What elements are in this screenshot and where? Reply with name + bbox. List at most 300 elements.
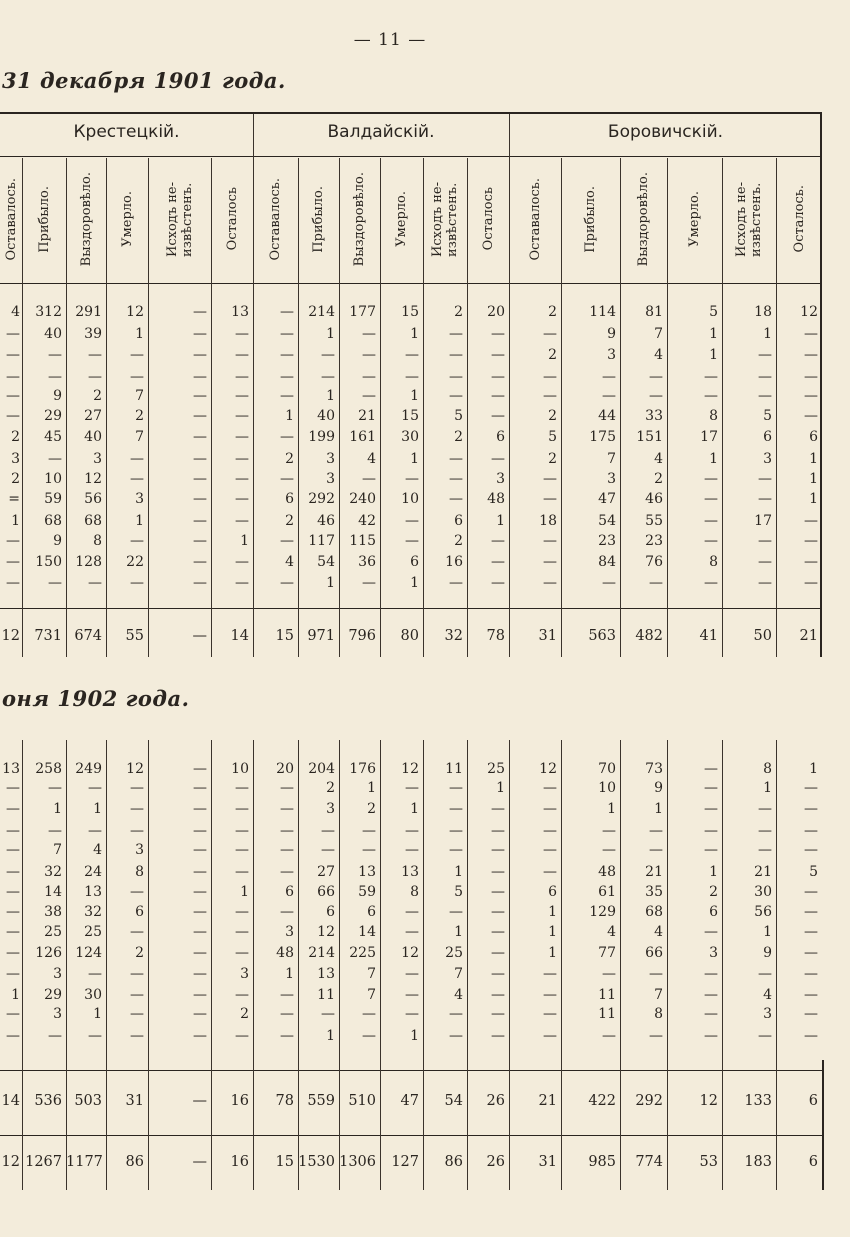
table-cell: 1530: [298, 1154, 335, 1170]
table-cell: 27: [84, 408, 102, 424]
table-cell: —: [6, 369, 20, 385]
table-cell: —: [235, 451, 249, 467]
table-cell: 18: [754, 304, 772, 320]
table-cell: 8: [709, 554, 718, 570]
table-cell: 117: [308, 533, 335, 549]
table-row: [0, 386, 822, 407]
table-cell: 1: [763, 780, 772, 796]
table-cell: 68: [84, 513, 102, 529]
table-cell: 128: [75, 554, 102, 570]
table-row: [0, 902, 822, 923]
table-cell: 61: [598, 884, 616, 900]
table-cell: —: [235, 987, 249, 1003]
table-row: [0, 531, 822, 552]
table-cell: 1267: [25, 1154, 62, 1170]
table-cell: —: [193, 408, 207, 424]
table-cell: 31: [538, 1154, 557, 1170]
table-cell: 1: [763, 924, 772, 940]
table-cell: —: [649, 823, 663, 839]
column-header: [0, 158, 22, 280]
table-cell: —: [405, 987, 419, 1003]
table-cell: —: [6, 326, 20, 342]
column-header: [776, 158, 822, 280]
table-cell: 8: [410, 884, 419, 900]
table-cell: —: [193, 575, 207, 591]
table-cell: —: [543, 1006, 557, 1022]
table-cell: —: [6, 945, 20, 961]
column-header: [467, 158, 509, 280]
table-cell: —: [362, 471, 376, 487]
table-cell: 31: [538, 628, 557, 644]
table-row: [0, 799, 822, 820]
table-cell: 2: [135, 945, 144, 961]
table-cell: —: [543, 326, 557, 342]
table-cell: 66: [317, 884, 335, 900]
table-cell: 3: [607, 347, 616, 363]
table-cell: —: [405, 780, 419, 796]
group-header-rule: [0, 156, 822, 157]
table-cell: 2: [454, 429, 463, 445]
table-cell: —: [758, 842, 772, 858]
table-cell: 11: [598, 987, 616, 1003]
table-cell: 17: [754, 513, 772, 529]
table-cell: —: [6, 966, 20, 982]
table-cell: 77: [598, 945, 616, 961]
table-cell: 14: [44, 884, 62, 900]
table-cell: —: [704, 801, 718, 817]
column-header-label: Выздоровѣло.: [352, 171, 367, 267]
column-header: [380, 158, 423, 280]
table-cell: 4: [654, 924, 663, 940]
table-cell: —: [804, 884, 818, 900]
table-cell: 70: [598, 761, 616, 777]
table-cell: 1: [709, 347, 718, 363]
table-cell: 12: [84, 471, 102, 487]
table-cell: 32: [444, 628, 463, 644]
table-cell: —: [758, 369, 772, 385]
table-cell: 1: [326, 326, 335, 342]
table-cell: —: [449, 326, 463, 342]
table-cell: —: [804, 326, 818, 342]
table-cell: 54: [444, 1093, 463, 1109]
table-cell: —: [280, 1028, 294, 1044]
table-cell: 25: [84, 924, 102, 940]
table-cell: —: [602, 823, 616, 839]
table-cell: 126: [35, 945, 62, 961]
table-cell: —: [193, 369, 207, 385]
table-cell: 54: [598, 513, 616, 529]
table-cell: —: [491, 924, 505, 940]
table-cell: 127: [391, 1154, 419, 1170]
table-cell: 6: [763, 429, 772, 445]
table-cell: 3: [326, 801, 335, 817]
table-cell: 31: [125, 1093, 144, 1109]
table-cell: —: [362, 347, 376, 363]
table-cell: —: [193, 471, 207, 487]
table-cell: —: [491, 326, 505, 342]
table-cell: 1: [709, 326, 718, 342]
table-cell: —: [704, 388, 718, 404]
table-row: [0, 778, 822, 799]
table-cell: 2: [548, 304, 557, 320]
page-number: — 11 —: [353, 30, 427, 50]
table-cell: 129: [589, 904, 616, 920]
table-cell: 76: [645, 554, 663, 570]
table-cell: —: [280, 780, 294, 796]
table-cell: —: [280, 471, 294, 487]
table-cell: —: [405, 823, 419, 839]
table-cell: —: [491, 533, 505, 549]
table-cell: 78: [486, 628, 505, 644]
table-cell: 13: [231, 304, 249, 320]
table-cell: —: [280, 987, 294, 1003]
table-cell: 1: [709, 864, 718, 880]
table-cell: 6: [709, 904, 718, 920]
table-cell: 81: [645, 304, 663, 320]
table-cell: 9: [654, 780, 663, 796]
column-header-label: Умерло.: [394, 191, 409, 247]
column-header: [561, 158, 620, 280]
column-header-label: Оставалось.: [3, 177, 19, 261]
table-cell: 3: [135, 842, 144, 858]
table-cell: —: [235, 780, 249, 796]
table-cell: —: [48, 780, 62, 796]
table-cell: 24: [84, 864, 102, 880]
table-cell: 30: [754, 884, 772, 900]
table-row: [0, 302, 822, 323]
table-cell: —: [192, 628, 207, 644]
table-cell: 7: [607, 451, 616, 467]
section-title-1901: 31 декабря 1901 года.: [2, 68, 286, 93]
table-cell: —: [491, 842, 505, 858]
table-cell: 7: [135, 429, 144, 445]
table-cell: —: [704, 513, 718, 529]
table-cell: 7: [367, 966, 376, 982]
table-cell: 39: [84, 326, 102, 342]
table-cell: 48: [487, 491, 505, 507]
table-cell: 4: [11, 304, 20, 320]
table-cell: —: [6, 575, 20, 591]
table-cell: 15: [275, 1154, 294, 1170]
table-cell: —: [6, 388, 20, 404]
table-cell: 13: [317, 966, 335, 982]
table-cell: 40: [317, 408, 335, 424]
table-cell: —: [758, 533, 772, 549]
table-cell: 1: [454, 924, 463, 940]
table-cell: 54: [317, 554, 335, 570]
table-cell: —: [491, 884, 505, 900]
table-cell: 1: [454, 864, 463, 880]
table-cell: 177: [349, 304, 376, 320]
table-row: [0, 469, 822, 490]
table-cell: —: [491, 864, 505, 880]
table-cell: —: [130, 369, 144, 385]
table-cell: 6: [496, 429, 505, 445]
table-cell: —: [6, 780, 20, 796]
table-cell: —: [649, 575, 663, 591]
table-cell: —: [48, 823, 62, 839]
table-cell: —: [449, 1006, 463, 1022]
table-cell: —: [6, 1006, 20, 1022]
group-borovichsky: Боровичскій.: [607, 122, 724, 142]
table-cell: 6: [808, 1093, 818, 1109]
right-border-lower: [822, 1060, 824, 1190]
table-cell: 10: [401, 491, 419, 507]
table-cell: 86: [125, 1154, 144, 1170]
column-header-label: Исходъ не- извѣстенъ.: [734, 181, 764, 257]
table-cell: —: [405, 347, 419, 363]
table-cell: —: [758, 575, 772, 591]
table-cell: 183: [744, 1154, 772, 1170]
table-cell: 12: [126, 304, 144, 320]
table-cell: 161: [349, 429, 376, 445]
column-header: [211, 158, 253, 280]
table-cell: —: [649, 966, 663, 982]
table-cell: —: [449, 388, 463, 404]
table-cell: 1: [285, 966, 294, 982]
table-cell: —: [362, 1028, 376, 1044]
table-cell: —: [235, 1028, 249, 1044]
table-cell: —: [6, 924, 20, 940]
table-cell: —: [543, 801, 557, 817]
table-cell: —: [491, 388, 505, 404]
table-cell: —: [235, 388, 249, 404]
table-cell: 115: [349, 533, 376, 549]
table-cell: —: [280, 326, 294, 342]
column-header-label: Осталось: [480, 187, 496, 251]
table-cell: 1: [135, 326, 144, 342]
table-cell: 559: [307, 1093, 335, 1109]
table-cell: 1: [11, 513, 20, 529]
table-cell: —: [804, 369, 818, 385]
table-cell: —: [449, 1028, 463, 1044]
table-cell: 33: [645, 408, 663, 424]
table-cell: —: [491, 823, 505, 839]
table-row: [0, 573, 822, 594]
table-cell: 422: [588, 1093, 616, 1109]
table-cell: —: [235, 471, 249, 487]
table-cell: —: [88, 780, 102, 796]
table-cell: —: [804, 780, 818, 796]
table-cell: —: [193, 347, 207, 363]
table-cell: 1: [326, 575, 335, 591]
table-cell: 6: [454, 513, 463, 529]
table-cell: —: [6, 842, 20, 858]
table-cell: —: [130, 780, 144, 796]
table-cell: —: [804, 823, 818, 839]
column-header-label: Исходъ не- извѣстенъ.: [430, 181, 460, 257]
table-cell: —: [649, 369, 663, 385]
table-cell: —: [362, 369, 376, 385]
table-cell: 15: [275, 628, 294, 644]
grand-total-rule: [0, 1135, 822, 1136]
table-cell: 5: [454, 884, 463, 900]
table-cell: —: [193, 554, 207, 570]
table-cell: —: [491, 966, 505, 982]
table-cell: —: [321, 823, 335, 839]
table-cell: 4: [607, 924, 616, 940]
table-cell: 2: [93, 388, 102, 404]
table-cell: 78: [275, 1093, 294, 1109]
table-cell: 3: [326, 471, 335, 487]
table-cell: =: [8, 491, 20, 507]
table-cell: 3: [93, 451, 102, 467]
table2-sum-rule: [0, 1070, 822, 1071]
table-cell: —: [130, 347, 144, 363]
table-cell: 6: [808, 1154, 818, 1170]
table-cell: 12: [539, 761, 557, 777]
table-cell: 25: [487, 761, 505, 777]
table-cell: —: [491, 1006, 505, 1022]
table-cell: —: [602, 1028, 616, 1044]
table-cell: 56: [84, 491, 102, 507]
table-cell: —: [491, 904, 505, 920]
table-cell: —: [602, 575, 616, 591]
table-cell: 38: [44, 904, 62, 920]
table-cell: —: [280, 842, 294, 858]
table-cell: 3: [53, 1006, 62, 1022]
table-cell: —: [193, 429, 207, 445]
table-cell: 214: [308, 945, 335, 961]
table-cell: —: [704, 966, 718, 982]
table-cell: 225: [349, 945, 376, 961]
table-cell: 27: [317, 864, 335, 880]
table-cell: 44: [598, 408, 616, 424]
table-cell: 18: [539, 513, 557, 529]
table-cell: 240: [349, 491, 376, 507]
table-cell: 6: [410, 554, 419, 570]
table-row: [0, 964, 822, 985]
column-header-label: Прибыло.: [583, 185, 598, 253]
table-cell: —: [804, 554, 818, 570]
table-cell: —: [193, 904, 207, 920]
table-cell: —: [88, 823, 102, 839]
grand-total-row: [0, 1152, 822, 1173]
table-cell: 1: [809, 471, 818, 487]
table-cell: 3: [326, 451, 335, 467]
table-cell: 86: [444, 1154, 463, 1170]
table-cell: 1: [410, 451, 419, 467]
table-cell: 9: [763, 945, 772, 961]
table-cell: 2: [285, 513, 294, 529]
table-cell: 48: [598, 864, 616, 880]
table-cell: —: [193, 1028, 207, 1044]
table-cell: 3: [240, 966, 249, 982]
column-header-label: Умерло.: [687, 191, 702, 247]
group-krestetsky: Крестецкій.: [73, 122, 180, 142]
table-cell: 1: [410, 326, 419, 342]
table-cell: 3: [135, 491, 144, 507]
table-cell: —: [543, 966, 557, 982]
table-cell: —: [235, 491, 249, 507]
table-cell: 14: [230, 628, 249, 644]
table-cell: —: [88, 369, 102, 385]
table-cell: —: [704, 491, 718, 507]
table-cell: 4: [654, 347, 663, 363]
column-header-label: Осталось.: [791, 185, 807, 253]
table-cell: 9: [53, 533, 62, 549]
table-cell: —: [491, 347, 505, 363]
table-row: [0, 1026, 822, 1047]
table-cell: —: [362, 1006, 376, 1022]
table-cell: 66: [645, 945, 663, 961]
table-cell: —: [48, 369, 62, 385]
table-cell: —: [649, 842, 663, 858]
section-title-1902: оня 1902 года.: [2, 686, 190, 711]
table-cell: 55: [645, 513, 663, 529]
table-cell: —: [235, 945, 249, 961]
table-cell: —: [321, 1006, 335, 1022]
table-row: [0, 882, 822, 903]
table-cell: —: [280, 388, 294, 404]
table-cell: 1: [240, 533, 249, 549]
table-cell: —: [405, 1006, 419, 1022]
table-cell: —: [704, 1028, 718, 1044]
column-header-label: Выздоровѣло.: [78, 171, 94, 267]
table-cell: 536: [34, 1093, 62, 1109]
table-cell: —: [449, 491, 463, 507]
table-cell: 214: [308, 304, 335, 320]
table-cell: —: [602, 842, 616, 858]
table-cell: 13: [401, 864, 419, 880]
table-cell: —: [130, 471, 144, 487]
column-header: [298, 158, 339, 280]
table-cell: —: [192, 1154, 207, 1170]
table-cell: 4: [367, 451, 376, 467]
table-cell: 41: [699, 628, 718, 644]
table-cell: 40: [44, 326, 62, 342]
table-cell: 10: [598, 780, 616, 796]
table-cell: —: [405, 513, 419, 529]
table-cell: 2: [548, 408, 557, 424]
table-cell: —: [193, 388, 207, 404]
table-cell: —: [804, 1006, 818, 1022]
table-cell: —: [405, 966, 419, 982]
table-cell: 2: [285, 451, 294, 467]
table-cell: 150: [35, 554, 62, 570]
table-cell: —: [449, 347, 463, 363]
table-cell: 1: [11, 987, 20, 1003]
table-cell: —: [543, 491, 557, 507]
table-cell: —: [130, 884, 144, 900]
table-cell: 12: [699, 1093, 718, 1109]
table-cell: 20: [487, 304, 505, 320]
table-cell: 503: [74, 1093, 102, 1109]
table-cell: 8: [709, 408, 718, 424]
table-cell: —: [321, 347, 335, 363]
table-cell: 10: [231, 761, 249, 777]
table-cell: —: [804, 842, 818, 858]
table-cell: —: [130, 966, 144, 982]
column-header-label: Умерло.: [119, 191, 135, 247]
table-cell: —: [280, 823, 294, 839]
table-cell: 13: [2, 761, 20, 777]
table-cell: —: [88, 966, 102, 982]
table-cell: 36: [358, 554, 376, 570]
table-cell: —: [405, 369, 419, 385]
table-cell: —: [804, 924, 818, 940]
table-cell: —: [543, 369, 557, 385]
table-cell: 35: [645, 884, 663, 900]
table-cell: —: [193, 801, 207, 817]
table-cell: —: [449, 369, 463, 385]
table-cell: —: [193, 451, 207, 467]
table-cell: —: [758, 823, 772, 839]
table-cell: 32: [44, 864, 62, 880]
table-cell: 5: [709, 304, 718, 320]
table-cell: —: [491, 945, 505, 961]
table-cell: —: [543, 823, 557, 839]
